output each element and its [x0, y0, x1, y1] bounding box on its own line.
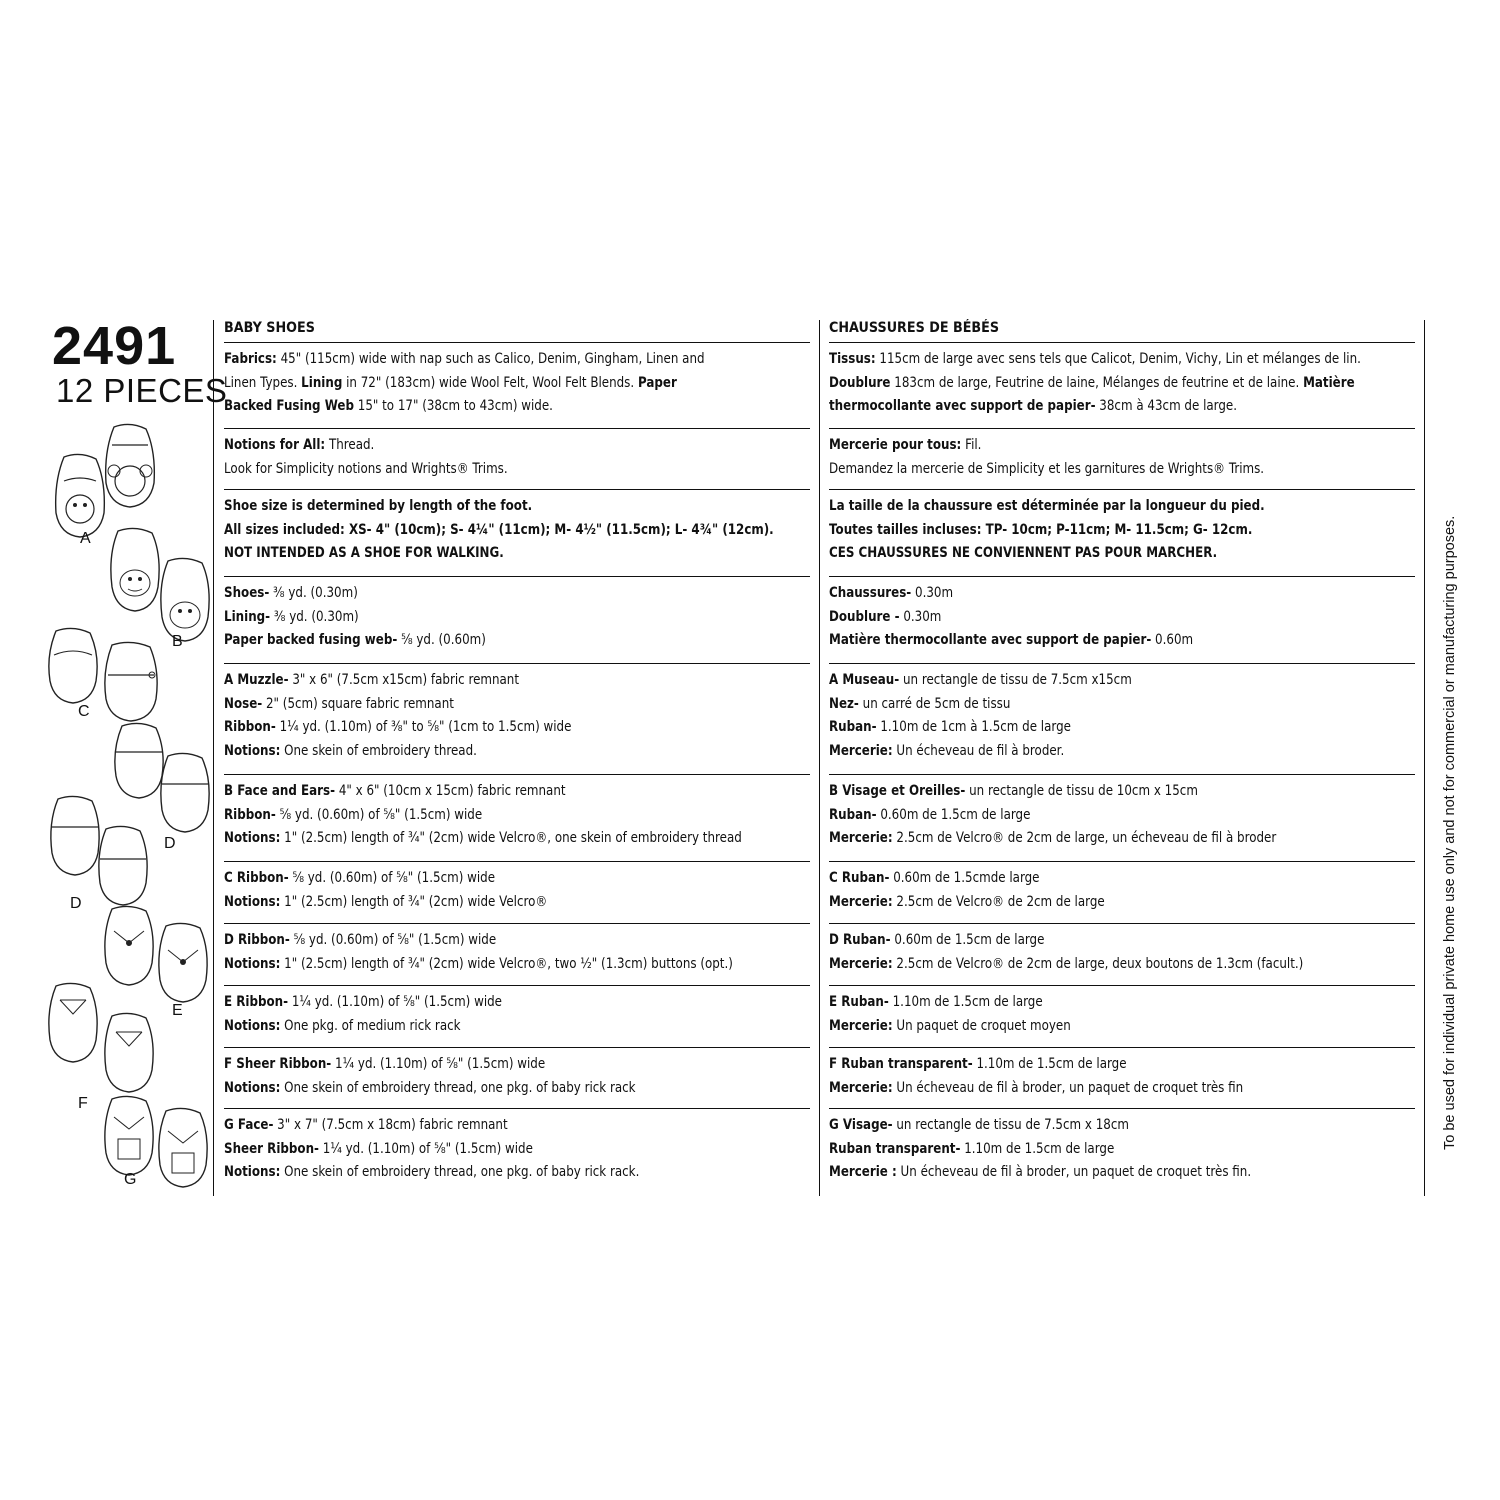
fr-yardage-section	[829, 576, 1415, 663]
en-size-line: All sizes included: XS- 4" (10cm); S- 4¼" (11cm); M- 4½" (11.5cm); L- 4¾" (12cm).	[224, 521, 774, 538]
divider-right	[1424, 320, 1425, 1196]
en-view-g-section	[224, 1108, 810, 1188]
fr-fabrics-line: Tissus: 115cm de large avec sens tels que Calicot, Denim, Vichy, Lin et mélanges de lin.	[829, 351, 1361, 367]
fr-view-d-line: Mercerie: 2.5cm de Velcro® de 2cm de large, deux boutons de 1.3cm (facult.)	[829, 955, 1304, 972]
en-yardage-line: Shoes- ⅜ yd. (0.30m)	[224, 585, 358, 601]
en-size-section	[224, 489, 810, 576]
fr-view-b-line: Ruban- 0.60m de 1.5cm de large	[829, 806, 1031, 823]
en-yardage-line: Lining- ⅜ yd. (0.30m)	[224, 608, 359, 625]
view-f-shoe-illustration-2	[100, 1010, 158, 1094]
en-fabrics-line: Fabrics: 45" (115cm) wide with nap such as Calico, Denim, Gingham, Linen and	[224, 351, 705, 367]
pattern-number: 2491	[52, 316, 177, 376]
en-view-a-line: A Muzzle- 3" x 6" (7.5cm x15cm) fabric remnant	[224, 672, 520, 688]
en-notions-line: Look for Simplicity notions and Wrights® Trims.	[224, 460, 508, 477]
view-e-shoe-illustration-2	[154, 920, 212, 1004]
fr-view-f-line: F Ruban transparent- 1.10m de 1.5cm de large	[829, 1056, 1127, 1072]
en-fabrics-line: Linen Types. Lining in 72" (183cm) wide Wool Felt, Wool Felt Blends. Paper	[224, 374, 677, 391]
en-yardage-line: Paper backed fusing web- ⅝ yd. (0.60m)	[224, 632, 486, 648]
view-d-shoe-illustration-4	[94, 823, 152, 907]
fr-view-b-line: Mercerie: 2.5cm de Velcro® de 2cm de large, un écheveau de fil à broder	[829, 830, 1277, 846]
en-view-g-line: G Face- 3" x 7" (7.5cm x 18cm) fabric remnant	[224, 1117, 508, 1133]
en-view-g-line: Notions: One skein of embroidery thread, one pkg. of baby rick rack.	[224, 1164, 640, 1180]
english-title: BABY SHOES	[224, 320, 315, 336]
pieces-count: 12 PIECES	[56, 372, 228, 409]
fr-view-f-section	[829, 1047, 1415, 1108]
view-c-shoe-illustration-2	[100, 639, 162, 723]
fr-size-line: Toutes tailles incluses: TP- 10cm; P-11cm; M- 11.5cm; G- 12cm.	[829, 521, 1253, 538]
fr-notions-line: Mercerie pour tous: Fil.	[829, 437, 982, 453]
view-a-shoe-illustration-2	[100, 421, 160, 509]
en-view-f-line: Notions: One skein of embroidery thread, one pkg. of baby rick rack	[224, 1079, 636, 1096]
fr-notions-section	[829, 428, 1415, 489]
fr-view-f-line: Mercerie: Un écheveau de fil à broder, un paquet de croquet très fin	[829, 1079, 1244, 1096]
en-view-a-line: Ribbon- 1¼ yd. (1.10m) of ⅜" to ⅝" (1cm to 1.5cm) wide	[224, 719, 572, 735]
en-view-c-section	[224, 861, 810, 923]
fr-view-c-section	[829, 861, 1415, 923]
english-column	[224, 318, 810, 1188]
en-notions-section	[224, 428, 810, 489]
french-title: CHAUSSURES DE BÉBÉS	[829, 320, 1000, 336]
fr-view-e-line: Mercerie: Un paquet de croquet moyen	[829, 1017, 1071, 1034]
fr-view-e-section	[829, 985, 1415, 1047]
en-view-b-line: Notions: 1" (2.5cm) length of ¾" (2cm) wide Velcro®, one skein of embroidery thread	[224, 830, 742, 846]
fr-view-g-line: Ruban transparent- 1.10m de 1.5cm de large	[829, 1140, 1115, 1157]
divider-left	[213, 320, 214, 1196]
fr-fabrics-line: Doublure 183cm de large, Feutrine de laine, Mélanges de feutrine et de laine. Matière	[829, 374, 1355, 391]
fr-fabrics-line: thermocollante avec support de papier- 38cm à 43cm de large.	[829, 398, 1237, 414]
en-size-line: Shoe size is determined by length of the foot.	[224, 498, 533, 514]
en-view-b-section	[224, 774, 810, 861]
en-view-b-line: B Face and Ears- 4" x 6" (10cm x 15cm) fabric remnant	[224, 783, 566, 799]
view-label-f: F	[78, 1095, 88, 1112]
en-size-line: NOT INTENDED AS A SHOE FOR WALKING.	[224, 545, 504, 561]
view-label-g: G	[124, 1171, 137, 1188]
en-fabrics-section	[224, 342, 810, 428]
en-view-g-line: Sheer Ribbon- 1¼ yd. (1.10m) of ⅝" (1.5cm) wide	[224, 1140, 533, 1157]
fr-size-section	[829, 489, 1415, 576]
en-view-d-line: Notions: 1" (2.5cm) length of ¾" (2cm) wide Velcro®, two ½" (1.3cm) buttons (opt.)	[224, 955, 733, 972]
fr-view-a-line: Mercerie: Un écheveau de fil à broder.	[829, 742, 1065, 759]
fr-size-line: La taille de la chaussure est déterminée par la longueur du pied.	[829, 498, 1265, 514]
en-view-e-section	[224, 985, 810, 1047]
view-label-d-2: D	[70, 895, 82, 912]
en-view-e-line: Notions: One pkg. of medium rick rack	[224, 1017, 461, 1034]
divider-middle	[819, 320, 820, 1196]
en-view-e-line: E Ribbon- 1¼ yd. (1.10m) of ⅝" (1.5cm) wide	[224, 994, 502, 1010]
en-view-d-line: D Ribbon- ⅝ yd. (0.60m) of ⅝" (1.5cm) wide	[224, 932, 497, 948]
en-view-d-section	[224, 923, 810, 985]
fr-view-a-line: A Museau- un rectangle de tissu de 7.5cm x15cm	[829, 672, 1132, 688]
fr-view-a-line: Ruban- 1.10m de 1cm à 1.5cm de large	[829, 719, 1071, 735]
fr-view-d-line: D Ruban- 0.60m de 1.5cm de large	[829, 932, 1045, 948]
en-notions-line: Notions for All: Thread.	[224, 437, 375, 453]
en-view-f-line: F Sheer Ribbon- 1¼ yd. (1.10m) of ⅝" (1.5cm) wide	[224, 1056, 546, 1072]
en-view-c-line: C Ribbon- ⅝ yd. (0.60m) of ⅝" (1.5cm) wide	[224, 870, 496, 886]
view-d-shoe-illustration-2	[156, 750, 214, 834]
view-thumbnails	[36, 415, 206, 1215]
en-view-a-line: Nose- 2" (5cm) square fabric remnant	[224, 695, 454, 712]
fr-view-g-line: G Visage- un rectangle de tissu de 7.5cm x 18cm	[829, 1117, 1129, 1133]
view-e-shoe-illustration	[100, 903, 158, 987]
view-g-shoe-illustration-2	[154, 1105, 212, 1189]
view-label-c: C	[78, 703, 90, 720]
en-view-b-line: Ribbon- ⅝ yd. (0.60m) of ⅝" (1.5cm) wide	[224, 806, 483, 823]
fr-view-a-section	[829, 663, 1415, 774]
view-g-shoe-illustration	[100, 1093, 158, 1177]
view-label-e: E	[172, 1002, 183, 1019]
fr-notions-line: Demandez la mercerie de Simplicity et les garnitures de Wrights® Trims.	[829, 460, 1265, 477]
view-c-shoe-illustration	[44, 625, 102, 705]
fr-view-a-line: Nez- un carré de 5cm de tissu	[829, 695, 1011, 712]
fr-size-line: CES CHAUSSURES NE CONVIENNENT PAS POUR MARCHER.	[829, 545, 1218, 561]
fr-view-g-section	[829, 1108, 1415, 1188]
view-label-d: D	[164, 835, 176, 852]
fr-fabrics-section	[829, 342, 1415, 428]
fr-view-c-line: C Ruban- 0.60m de 1.5cmde large	[829, 870, 1040, 886]
fr-yardage-line: Chaussures- 0.30m	[829, 585, 954, 601]
fr-view-e-line: E Ruban- 1.10m de 1.5cm de large	[829, 994, 1043, 1010]
view-label-a: A	[80, 530, 91, 547]
en-fabrics-line: Backed Fusing Web 15" to 17" (38cm to 43cm) wide.	[224, 398, 553, 414]
fr-view-c-line: Mercerie: 2.5cm de Velcro® de 2cm de large	[829, 893, 1105, 910]
fr-yardage-line: Matière thermocollante avec support de papier- 0.60m	[829, 632, 1194, 648]
en-view-f-section	[224, 1047, 810, 1108]
fr-view-b-section	[829, 774, 1415, 861]
view-label-b: B	[172, 633, 183, 650]
french-column	[829, 318, 1415, 1188]
view-b-shoe-illustration-2	[156, 555, 214, 643]
en-view-c-line: Notions: 1" (2.5cm) length of ¾" (2cm) wide Velcro®	[224, 893, 548, 910]
fr-view-g-line: Mercerie : Un écheveau de fil à broder, un paquet de croquet très fin.	[829, 1164, 1252, 1180]
fr-yardage-line: Doublure - 0.30m	[829, 608, 942, 625]
en-view-a-section	[224, 663, 810, 774]
usage-disclaimer: To be used for individual private home use only and not for commercial or manufacturing purposes.	[1442, 515, 1458, 1150]
en-yardage-section	[224, 576, 810, 663]
fr-view-d-section	[829, 923, 1415, 985]
en-view-a-line: Notions: One skein of embroidery thread.	[224, 742, 477, 759]
view-f-shoe-illustration	[44, 980, 102, 1064]
fr-view-b-line: B Visage et Oreilles- un rectangle de tissu de 10cm x 15cm	[829, 783, 1198, 799]
